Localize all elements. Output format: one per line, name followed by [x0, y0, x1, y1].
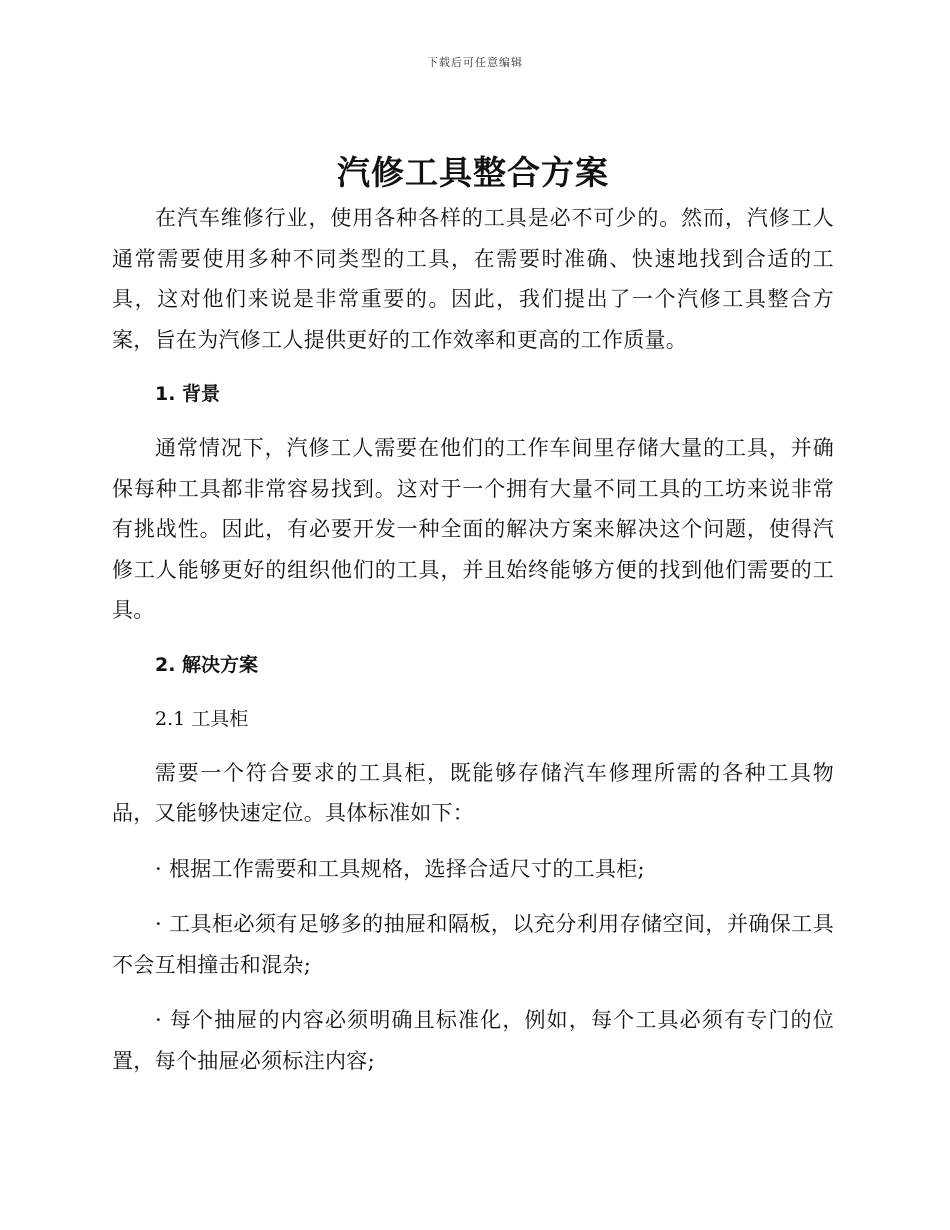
document-title: 汽修工具整合方案	[337, 153, 609, 192]
bullet-item-1: · 根据工作需要和工具规格，选择合适尺寸的工具柜;	[155, 856, 645, 881]
section-1-paragraph: 通常情况下，汽修工人需要在他们的工作车间里存储大量的工具，并确保每种工具都非常容易找到。这对于一个拥有大量不同工具的工坊来说非常有挑战性。因此，有必要开发一种全面的解决方案来解决这个问题，使得汽修工人能够更好的组织他们的工具，并且始终能够方便的找到他们需要的工具。	[112, 436, 834, 622]
section-2-heading: 2. 解决方案	[155, 653, 259, 676]
section-1-heading: 1. 背景	[155, 383, 221, 405]
bullet-item-3: · 每个抽屉的内容必须明确且标准化，例如，每个工具必须有专门的位置，每个抽屉必须标注内容;	[112, 1008, 834, 1073]
bullet-item-2: · 工具柜必须有足够多的抽屉和隔板，以充分利用存储空间，并确保工具不会互相撞击和混杂;	[112, 912, 834, 977]
section-2-1-heading: 2.1 工具柜	[155, 707, 249, 730]
header-note: 下载后可任意编辑	[427, 56, 523, 69]
section-2-1-paragraph: 需要一个符合要求的工具柜，既能够存储汽车修理所需的各种工具物品，又能够快速定位。具体标准如下：	[112, 760, 834, 825]
document-body	[112, 148, 834, 1081]
intro-paragraph: 在汽车维修行业，使用各种各样的工具是必不可少的。然而，汽修工人通常需要使用多种不同类型的工具，在需要时准确、快速地找到合适的工具，这对他们来说是非常重要的。因此，我们提出了一个汽修工具整合方案，旨在为汽修工人提供更好的工作效率和更高的工作质量。	[112, 206, 834, 352]
